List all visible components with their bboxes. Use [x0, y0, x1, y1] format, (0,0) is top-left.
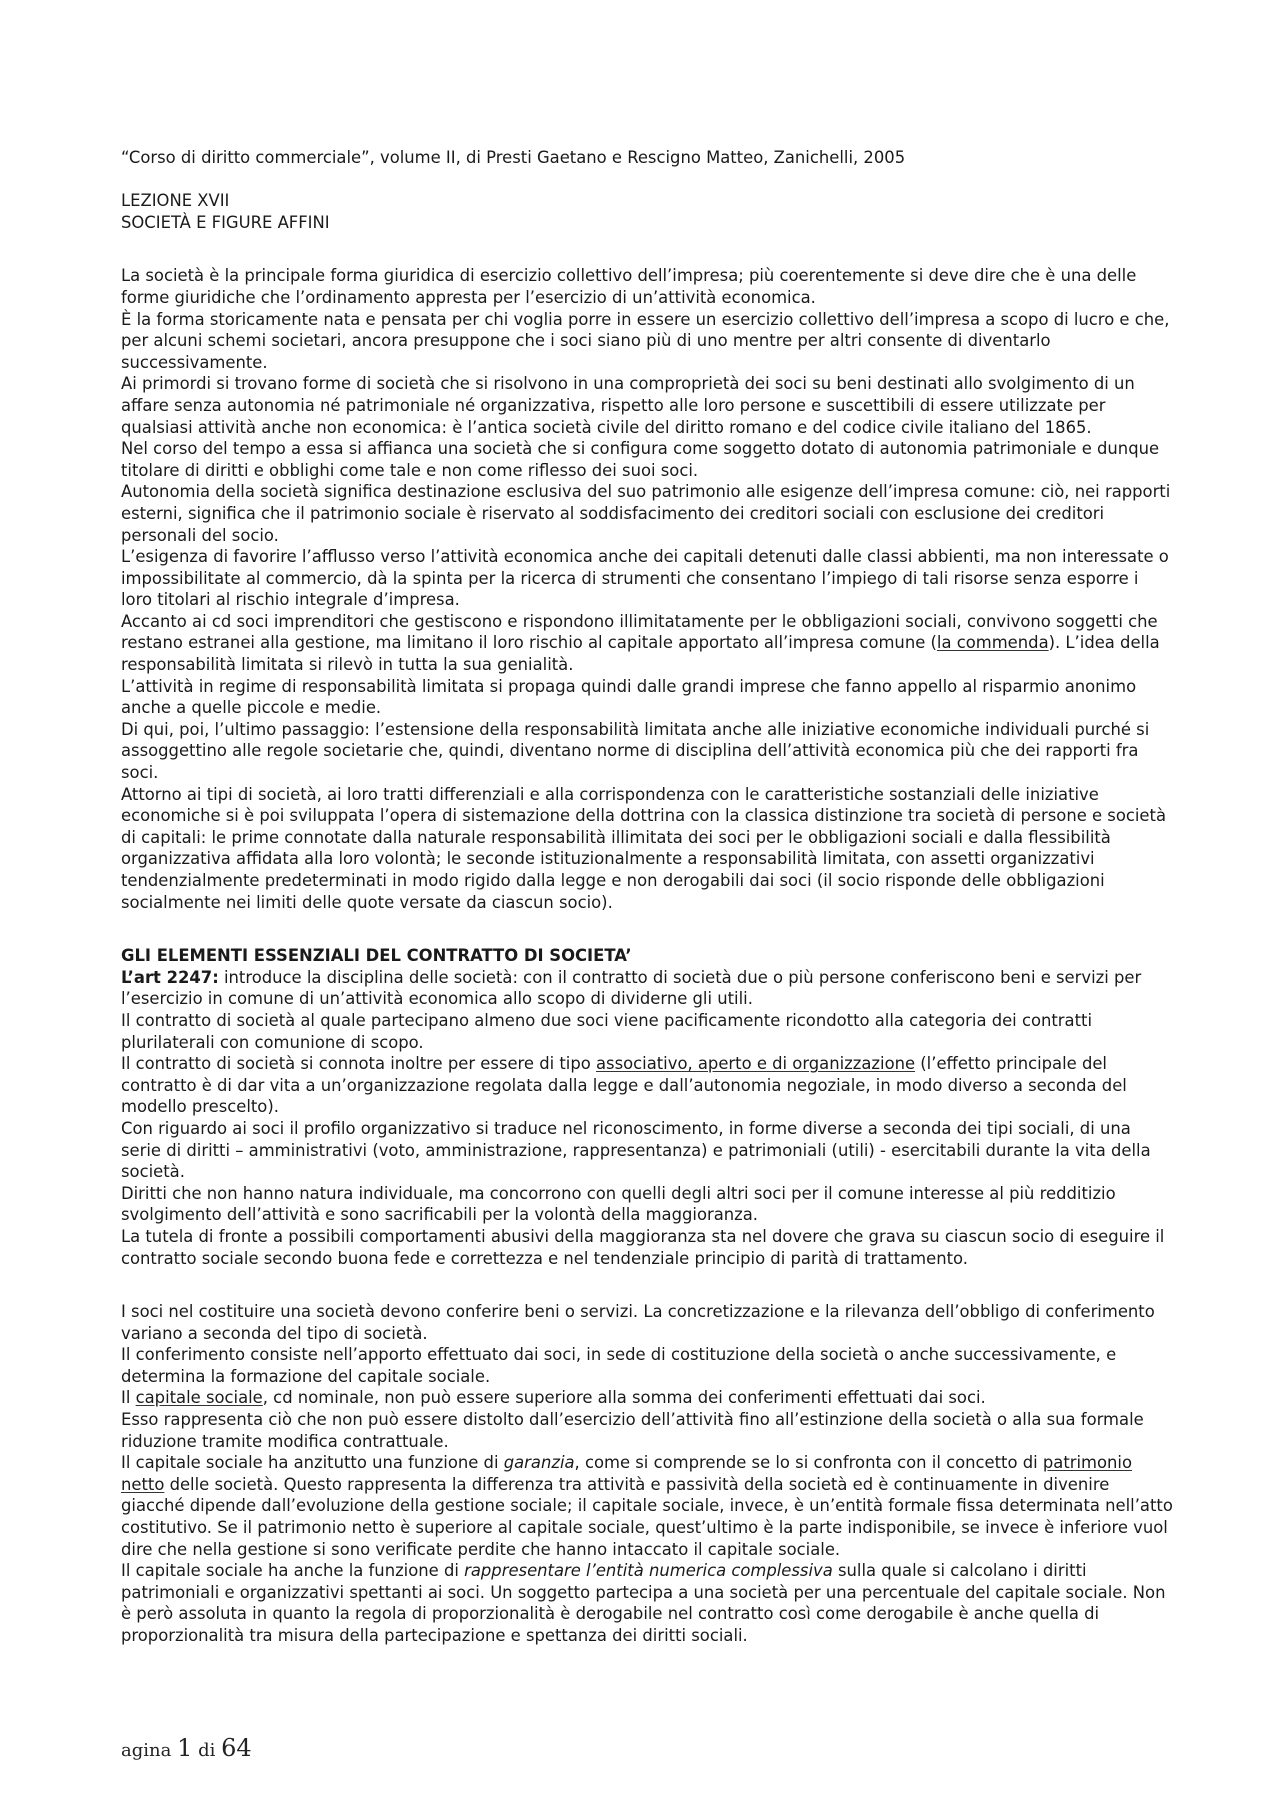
spacer — [121, 1269, 1173, 1301]
paragraph: L’attività in regime di responsabilità limitata si propaga quindi dalle grandi imprese che fanno appello al risparmio anonimo anche a quelle piccole e medie. — [121, 676, 1137, 718]
paragraph: I soci nel costituire una società devono conferire beni o servizi. La concretizzazione e la rilevanza dell’obbligo di conferimento variano a seconda del tipo di società. — [121, 1302, 1155, 1343]
page-footer — [121, 1734, 252, 1762]
paragraph: Il contratto di società al quale partecipano almeno due soci viene pacificamente ricondotto alla categoria dei contratti plurilaterali con comunione di scopo. — [121, 1010, 1092, 1052]
text-run: (l’effetto principale del contratto è di dar vita a un’organizzazione regolata dalla legge e dall’autonomia negoziale, in modo diverso a seconda del modello prescelto). — [121, 1054, 1127, 1117]
paragraph: Il conferimento consiste nell’apporto effettuato dai soci, in sede di costituzione della società o anche successivamente, e determina la formazione del capitale sociale. — [121, 1345, 1117, 1386]
paragraph: La tutela di fronte a possibili comportamenti abusivi della maggioranza sta nel dovere che grava su ciascun socio di eseguire il contratto sociale secondo buona fede e correttezza e nel tendenziale principio di parità di trattamento. — [121, 1226, 1165, 1268]
text-run: ). L’idea della responsabilità limitata si rilevò in tutta la sua genialità. — [121, 633, 1160, 675]
text-run: Il — [121, 1388, 136, 1408]
underlined-text: la commenda — [936, 633, 1049, 653]
paragraph — [121, 1452, 1173, 1560]
lesson-number: LEZIONE XVII — [121, 191, 230, 211]
section-heading — [121, 945, 1173, 967]
text-run: Il capitale sociale ha anche la funzione di — [121, 1561, 465, 1581]
paragraph: Nel corso del tempo a essa si affianca una società che si configura come soggetto dotato di autonomia patrimoniale e dunque titolare di diritti e obblighi come tale e non come riflesso dei suoi soci. — [121, 439, 1160, 480]
paragraph: È la forma storicamente nata e pensata per chi voglia porre in essere un esercizio collettivo dell’impresa a scopo di lucro e che, per alcuni schemi societari, ancora presuppone che i soci siano più di uno mentre per altri consente di diventarlo successivamente. — [121, 309, 1170, 372]
spacer — [121, 169, 1173, 191]
page-label: agina — [121, 1740, 178, 1761]
section-heading-text: GLI ELEMENTI ESSENZIALI DEL CONTRATTO DI SOCIETA’ — [121, 946, 632, 966]
italic-text: garanzia — [503, 1453, 575, 1473]
citation: “Corso di diritto commerciale”, volume II, di Presti Gaetano e Rescigno Matteo, Zanichelli, 2005 — [121, 148, 906, 167]
paragraph: Con riguardo ai soci il profilo organizzativo si traduce nel riconoscimento, in forme diverse a seconda dei tipi sociali, di una serie di diritti – amministrativi (voto, amministrazione, rappresentanza) e patrimoniali (utili) - esercitabili durante la vita della società. — [121, 1118, 1151, 1182]
paragraph: Attorno ai tipi di società, ai loro tratti differenziali e alla corrispondenza con le caratteristiche sostanziali delle iniziative economiche si è poi sviluppata l’opera di sistemazione della dottrina con la classica distinzione tra società di persone e società di capitali: le prime connotate dalla naturale responsabilità illimitata dei soci per le obbligazioni sociali e dalla flessibilità organizzativa affidata alla loro volontà; le seconde istituzionalmente a responsabilità limitata, con assetti organizzativi tendenzialmente predeterminati in modo rigido dalla legge e non derogabili dai soci (il socio risponde delle obbligazioni socialmente nei limiti delle quote versate da ciascun socio). — [121, 784, 1166, 912]
lesson-title: SOCIETÀ E FIGURE AFFINI — [121, 212, 330, 232]
paragraph — [121, 967, 1173, 1010]
spacer — [121, 233, 1173, 265]
text-run: , come si comprende se lo si confronta con il concetto di — [574, 1453, 1043, 1473]
paragraph: Diritti che non hanno natura individuale, ma concorrono con quelli degli altri soci per il comune interesse al più redditizio svolgimento dell’attività e sono sacrificabili per la volontà della maggioranza. — [121, 1183, 1116, 1225]
paragraph — [121, 1387, 1173, 1409]
paragraph — [121, 1560, 1173, 1646]
text-run: , cd nominale, non può essere superiore alla somma dei conferimenti effettuati dai soci. — [262, 1388, 986, 1408]
text-run: Il capitale sociale ha anzitutto una funzione di — [121, 1453, 504, 1473]
paragraph — [121, 1053, 1173, 1118]
page-separator: di — [192, 1740, 222, 1761]
document-page — [121, 147, 1173, 1647]
article-reference: L’art 2247: — [121, 967, 219, 987]
underlined-text: patrimonio netto — [121, 1453, 1133, 1494]
paragraph: Di qui, poi, l’ultimo passaggio: l’estensione della responsabilità limitata anche alle iniziative economiche individuali purché si assoggettino alle regole societarie che, quindi, diventano norme di disciplina dell’attività economica più che dei rapporti fra soci. — [121, 719, 1150, 783]
paragraph: Autonomia della società significa destinazione esclusiva del suo patrimonio alle esigenze dell’impresa comune: ciò, nei rapporti esterni, significa che il patrimonio sociale è riservato al soddisfacimento dei creditori sociali con esclusione dei creditori personali del socio. — [121, 482, 1171, 545]
text-run: introduce la disciplina delle società: con il contratto di società due o più persone conferiscono beni e servizi per l’esercizio in comune di un’attività economica allo scopo di dividerne gli utili. — [121, 967, 1142, 1009]
paragraph: Esso rappresenta ciò che non può essere distolto dall’esercizio dell’attività fino all’estinzione della società o alla sua formale riduzione tramite modifica contrattuale. — [121, 1410, 1144, 1451]
text-run: Il contratto di società si connota inoltre per essere di tipo — [121, 1054, 596, 1074]
page-total: 64 — [221, 1734, 252, 1762]
underlined-text: capitale sociale — [135, 1388, 263, 1408]
paragraph: L’esigenza di favorire l’afflusso verso l’attività economica anche dei capitali detenuti dalle classi abbienti, ma non interessate o impossibilitate al commercio, dà la spinta per la ricerca di strumenti che consentano l’impiego di tali risorse senza esporre i loro titolari al rischio integrale d’impresa. — [121, 547, 1169, 610]
text-run: Accanto ai cd soci imprenditori che gestiscono e rispondono illimitatamente per le obbligazioni sociali, convivono soggetti che restano estranei alla gestione, ma limitano il loro rischio al capitale apportato all’impresa comune ( — [121, 611, 1158, 653]
text-run: delle società. Questo rappresenta la differenza tra attività e passività della società ed è continuamente in divenire giacché dipende dall’evoluzione della gestione sociale; il capitale sociale, invece, è un’entità formale fissa determinata nell’atto costitutivo. Se il patrimonio netto è superiore al capitale sociale, quest’ultimo è la parte indisponibile, se invece è inferiore vuol dire che nella gestione si sono verificate perdite che hanno intaccato il capitale sociale. — [121, 1474, 1173, 1559]
spacer — [121, 913, 1173, 945]
text-run: sulla quale si calcolano i diritti patrimoniali e organizzativi spettanti ai soci. Un soggetto partecipa a una società per una percentuale del capitale sociale. Non è però assoluta in quanto la regola di proporzionalità è derogabile nel contratto così come derogabile è anche quella di proporzionalità tra misura della partecipazione e spettanza dei diritti sociali. — [121, 1561, 1166, 1645]
page-number: 1 — [177, 1734, 193, 1762]
paragraph: Ai primordi si trovano forme di società che si risolvono in una comproprietà dei soci su beni destinati allo svolgimento di un affare senza autonomia né patrimoniale né organizzativa, rispetto alle loro persone e suscettibili di essere utilizzate per qualsiasi attività anche non economica: è l’antica società civile del diritto romano e del codice civile italiano del 1865. — [121, 374, 1135, 437]
italic-text: rappresentare l’entità numerica complessiva — [464, 1561, 833, 1581]
underlined-text: associativo, aperto e di organizzazione — [596, 1054, 916, 1074]
paragraph — [121, 611, 1173, 676]
paragraph: La società è la principale forma giuridica di esercizio collettivo dell’impresa; più coerentemente si deve dire che è una delle forme giuridiche che l’ordinamento appresta per l’esercizio di un’attività economica. — [121, 266, 1137, 307]
